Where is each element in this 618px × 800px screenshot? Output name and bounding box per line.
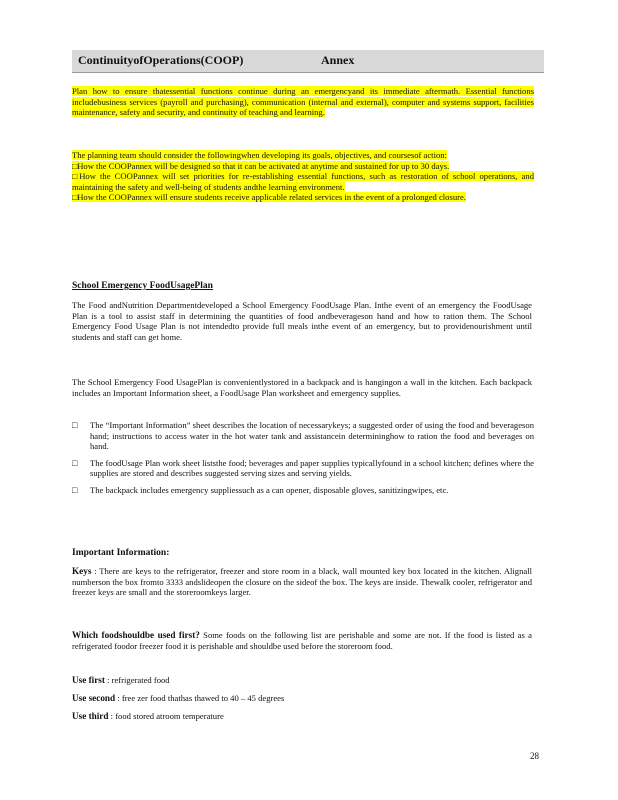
annex-label: Annex bbox=[321, 53, 355, 67]
keys-paragraph bbox=[72, 566, 532, 598]
use-text: : food stored atroom temperature bbox=[110, 711, 224, 721]
checkbox-glyph: □ bbox=[72, 160, 78, 171]
which-food-label: Which foodshouldbe used first? bbox=[72, 630, 200, 640]
planning-section bbox=[72, 150, 534, 203]
intro-paragraph bbox=[72, 86, 534, 118]
bullet-box-icon: □ bbox=[72, 484, 78, 495]
planning-item: How the COOPannex will be designed so that it can be activated at anytime and sustained for up to 30 days. bbox=[77, 160, 450, 171]
use-label: Use third bbox=[72, 711, 109, 721]
use-text: : refrigerated food bbox=[107, 675, 170, 685]
planning-lead: The planning team should consider the followingwhen developing its goals, objectives, and coursesof action: bbox=[72, 150, 447, 160]
use-label: Use second bbox=[72, 693, 116, 703]
page-number: 28 bbox=[530, 751, 539, 761]
planning-item: How the COOPannex will ensure students receive applicable related services in the event of a prolonged closure. bbox=[77, 192, 466, 203]
checkbox-glyph: □ bbox=[72, 192, 78, 203]
planning-item: How the COOPannex will set priorities for re-establishing essential functions, such as restoration of school operations, and maintaining the safety and well-being of students andthe learning environment. bbox=[72, 171, 534, 192]
list-item-text: The backpack includes emergency suppliessuch as a can opener, disposable gloves, sanitizingwipes, etc. bbox=[90, 484, 449, 495]
which-food-text: Some foods on the following list are perishable and some are not. If the food is listed as a refrigerated foodor freezer food it is perishable and shouldbe used before the storeroom food. bbox=[72, 630, 532, 651]
keys-label: Keys bbox=[72, 566, 92, 576]
section-header-bar bbox=[72, 50, 544, 73]
bullet-box-icon: □ bbox=[72, 420, 78, 430]
intro-text: Plan how to ensure thatessential functions continue during an emergencyand its immediate aftermath. Essential functions includebusiness services (payroll and purchasing), communication (internal and external), computer and systems support, facilities maintenance, safety and security, and continuity of teaching and learning. bbox=[72, 86, 534, 118]
checkbox-glyph: □ bbox=[72, 171, 80, 182]
food-plan-heading: School Emergency FoodUsagePlan bbox=[72, 281, 213, 291]
use-label: Use first bbox=[72, 675, 105, 685]
list-item bbox=[72, 485, 534, 496]
use-text: : free zer food thathas thawed to 40 – 45 degrees bbox=[117, 693, 285, 703]
list-item-text: The “Important Information” sheet describes the location of necessarykeys; a suggested order of using the food and beverageson hand; instructions to access water in the hot water tank and assistancein determininghow to ration the food and beverages on hand. bbox=[90, 420, 534, 452]
section-title: ContinuityofOperations(COOP) bbox=[78, 53, 244, 67]
bullet-box-icon: □ bbox=[72, 457, 78, 468]
use-third-row bbox=[72, 711, 224, 721]
food-plan-bullets bbox=[72, 420, 534, 502]
keys-text: : There are keys to the refrigerator, freezer and store room in a black, wall mounted key box located in the kitchen. Alignall numberson the box fromto 3333 andslideopen the closure on the sideof the box. The keys are inside. Thewalk cooler, refrigerator and freezer keys are small and the storeroomkeys larger. bbox=[72, 566, 532, 598]
list-item-text: The foodUsage Plan work sheet liststhe food; beverages and paper supplies typicallyfound in a school kitchen; defines where the supplies are stored and describes suggested serving sizes and serving yields. bbox=[90, 457, 534, 479]
food-plan-paragraph-2: The School Emergency Food UsagePlan is convenientlystored in a backpack and is hangingon a wall in the kitchen. Each backpack includes an Important Information sheet, a FoodUsage Plan worksheet and emergency supplies. bbox=[72, 377, 532, 398]
list-item bbox=[72, 420, 534, 452]
important-info-heading: Important Information: bbox=[72, 548, 170, 558]
use-second-row bbox=[72, 693, 284, 703]
use-first-row bbox=[72, 675, 170, 685]
food-plan-paragraph-1: The Food andNutrition Departmentdeveloped a School Emergency FoodUsage Plan. Inthe event of an emergency the FoodUsage Plan is a tool to assist staff in determining the quantities of food andbeverageson hand and how to ration them. The School Emergency Food Usage Plan is not intendedto provide full meals inthe event of an emergency, but to providenourishment until students and staff can get home. bbox=[72, 300, 532, 342]
list-item bbox=[72, 458, 534, 479]
which-food-paragraph bbox=[72, 630, 532, 651]
